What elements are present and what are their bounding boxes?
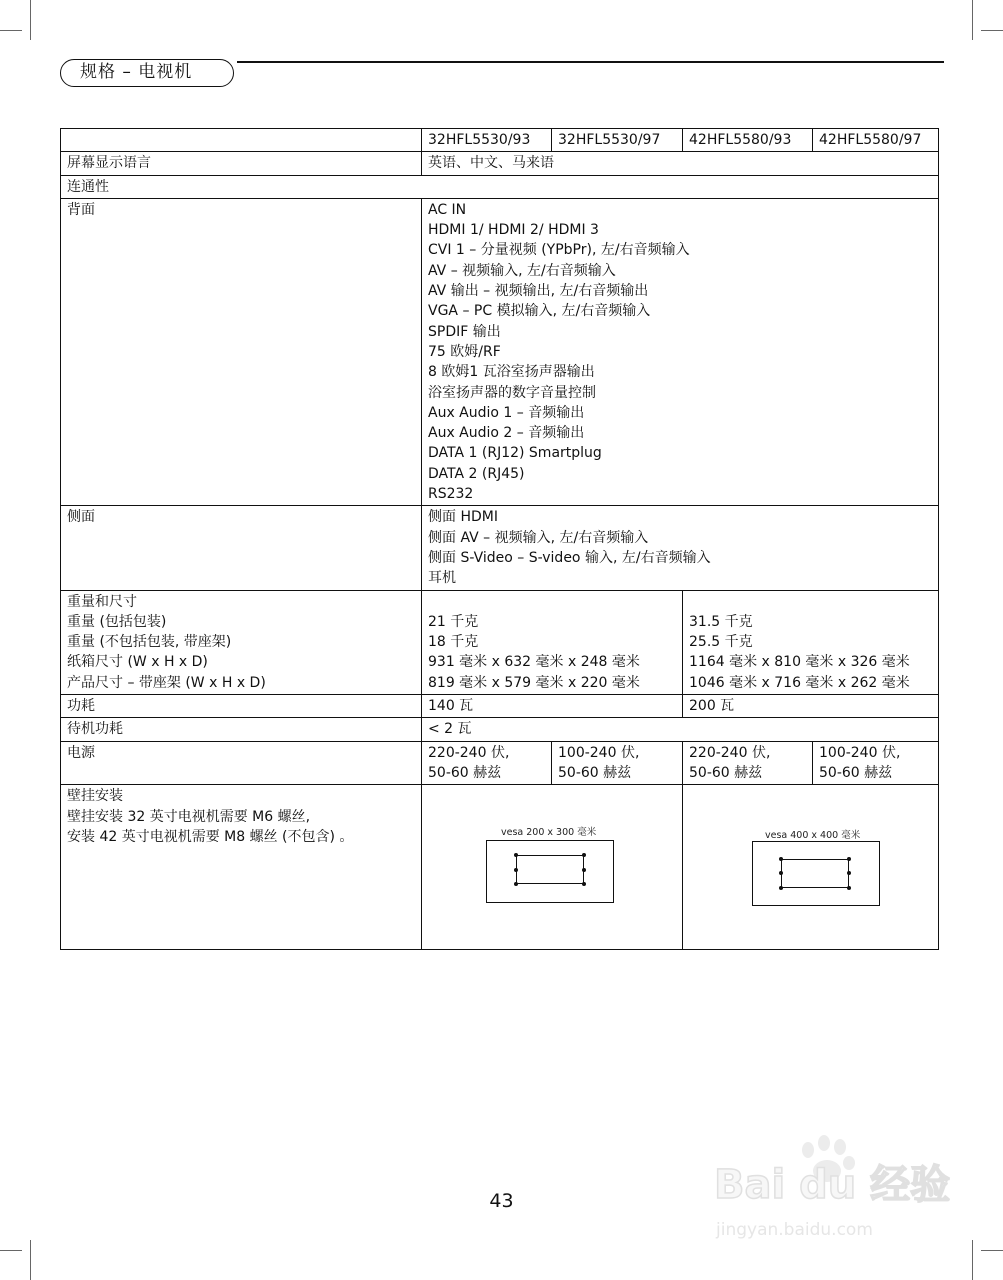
value-line: 50-60 赫兹 [428, 764, 502, 781]
power-consumption-row [61, 695, 939, 718]
row-label: 重量 (包括包装) [67, 613, 167, 630]
crop-mark [972, 0, 973, 40]
power-supply-cell [813, 741, 939, 785]
row-label: 壁挂安装 [67, 788, 123, 805]
row-label: 产品尺寸 – 带座架 (W x H x D) [67, 674, 266, 691]
row-label: 屏幕显示语言 [61, 152, 422, 175]
crop-mark [981, 30, 1003, 31]
wall-mount-row [61, 785, 939, 950]
row-label: 重量和尺寸 [67, 593, 137, 610]
list-item: 75 欧姆/RF [428, 343, 501, 360]
page-title: 规格 – 电视机 [60, 59, 234, 87]
crop-mark [972, 1240, 973, 1280]
value-line: 100-240 伏, [819, 744, 901, 761]
vesa-hole-pattern [516, 855, 584, 884]
value-line [689, 592, 932, 612]
vesa-hole-pattern [781, 859, 849, 888]
row-label: 功耗 [61, 695, 422, 718]
crop-mark [0, 1250, 22, 1251]
rear-connectors-list [422, 198, 939, 505]
weight-values-32 [422, 590, 683, 694]
list-item: AV – 视频输入, 左/右音频输入 [428, 262, 616, 279]
list-item: Aux Audio 1 – 音频输出 [428, 404, 585, 421]
list-item: VGA – PC 模拟输入, 左/右音频输入 [428, 303, 651, 320]
crop-mark [981, 1250, 1003, 1251]
list-item: RS232 [428, 486, 474, 503]
value-line: 100-240 伏, [558, 744, 640, 761]
value-line: 1046 毫米 x 716 毫米 x 262 毫米 [689, 674, 910, 691]
vesa-label: vesa 400 x 400 毫米 [765, 830, 861, 842]
model-cell: 42HFL5580/97 [813, 129, 939, 152]
model-cell: 32HFL5530/97 [552, 129, 683, 152]
model-cell: 42HFL5580/93 [683, 129, 813, 152]
value-line: 50-60 赫兹 [558, 764, 632, 781]
list-item: AC IN [428, 201, 467, 218]
value-line: 25.5 千克 [689, 634, 753, 651]
list-item: 8 欧姆1 瓦浴室扬声器输出 [428, 364, 595, 381]
power-supply-cell [422, 741, 552, 785]
row-label: 电源 [61, 741, 422, 785]
vesa-diagram-32 [422, 785, 683, 950]
vesa-label: vesa 200 x 300 毫米 [501, 827, 597, 839]
list-item: SPDIF 输出 [428, 323, 501, 340]
value-line: 819 毫米 x 579 毫米 x 220 毫米 [428, 674, 640, 691]
list-item: HDMI 1/ HDMI 2/ HDMI 3 [428, 222, 599, 239]
standby-row [61, 718, 939, 741]
value-line: 21 千克 [428, 613, 479, 630]
value-line [428, 592, 676, 612]
value-line: 50-60 赫兹 [689, 764, 763, 781]
row-label: 纸箱尺寸 (W x H x D) [67, 654, 208, 671]
row-label: 侧面 [61, 506, 422, 590]
list-item: CVI 1 – 分量视频 (YPbPr), 左/右音频输入 [428, 242, 690, 259]
crop-mark [30, 0, 31, 40]
rear-connectors-row [61, 198, 939, 505]
row-label: 安装 42 英寸电视机需要 M8 螺丝 (不包含) 。 [67, 828, 354, 845]
crop-mark [30, 1240, 31, 1280]
power-supply-cell [552, 741, 683, 785]
value-line: 931 毫米 x 632 毫米 x 248 毫米 [428, 654, 640, 671]
watermark-brand: Bai du 经验 [714, 1162, 951, 1208]
osd-language-row [61, 152, 939, 175]
watermark-url: jingyan.baidu.com [716, 1220, 873, 1240]
connectivity-row [61, 175, 939, 198]
row-value: 英语、中文、马来语 [422, 152, 939, 175]
row-value: < 2 瓦 [422, 718, 939, 741]
value-line: 50-60 赫兹 [819, 764, 893, 781]
model-header-row [61, 129, 939, 152]
row-label: 重量 (不包括包装, 带座架) [67, 634, 232, 651]
baidu-jingyan-watermark [712, 1135, 962, 1255]
list-item: DATA 2 (RJ45) [428, 465, 525, 482]
value-line: 220-240 伏, [428, 744, 510, 761]
page-number: 43 [489, 1190, 514, 1212]
row-label: 壁挂安装 32 英寸电视机需要 M6 螺丝, [67, 808, 311, 825]
row-label: 背面 [61, 198, 422, 505]
model-cell: 32HFL5530/93 [422, 129, 552, 152]
row-value: 140 瓦 [422, 695, 683, 718]
spec-table [60, 128, 939, 950]
list-item: 侧面 S-Video – S-video 输入, 左/右音频输入 [428, 549, 711, 566]
list-item: 浴室扬声器的数字音量控制 [428, 384, 596, 401]
value-line: 220-240 伏, [689, 744, 771, 761]
list-item: 耳机 [428, 570, 456, 587]
list-item: 侧面 HDMI [428, 509, 498, 526]
weight-values-42 [683, 590, 939, 694]
crop-mark [0, 30, 22, 31]
weight-labels [61, 590, 422, 694]
row-label: 待机功耗 [61, 718, 422, 741]
side-connectors-list [422, 506, 939, 590]
weight-dimensions-row [61, 590, 939, 694]
power-supply-row [61, 741, 939, 785]
empty-cell [61, 129, 422, 152]
list-item: AV 输出 – 视频输出, 左/右音频输出 [428, 283, 649, 300]
side-connectors-row [61, 506, 939, 590]
row-value: 200 瓦 [683, 695, 939, 718]
section-label: 连通性 [61, 175, 939, 198]
list-item: Aux Audio 2 – 音频输出 [428, 425, 585, 442]
header-rule [237, 61, 944, 63]
wall-mount-labels [61, 785, 422, 950]
list-item: DATA 1 (RJ12) Smartplug [428, 445, 602, 462]
value-line: 31.5 千克 [689, 613, 753, 630]
value-line: 18 千克 [428, 634, 479, 651]
vesa-diagram-42 [683, 785, 939, 950]
value-line: 1164 毫米 x 810 毫米 x 326 毫米 [689, 654, 910, 671]
list-item: 侧面 AV – 视频输入, 左/右音频输入 [428, 529, 649, 546]
power-supply-cell [683, 741, 813, 785]
